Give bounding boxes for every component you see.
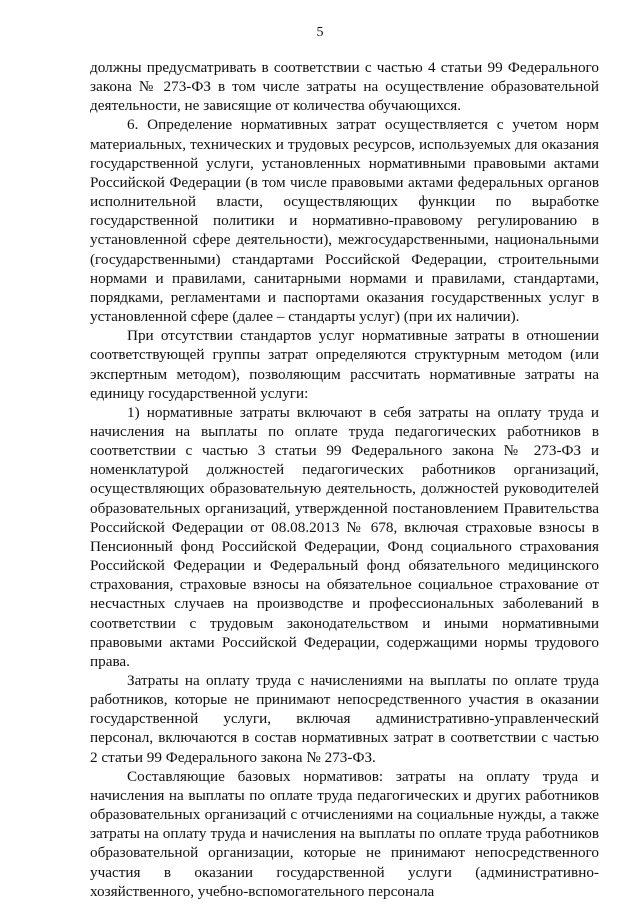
paragraph-item-6: 6. Определение нормативных затрат осуществляется с учетом норм материальных, технических и трудовых ресурсов, используемых для оказания государственной услуги, установленных нормативными правовыми актами Российской Федерации (в том числе правовыми актами федеральных органов исполнительной власти, осуществляющих функции по выработке государственной политики и нормативно-правовому регулированию в установленной сфере деятельности), межгосударственными, национальными (государственными) стандартами Российской Федерации, строительными нормами и правилами, санитарными нормами и правилами, стандартами, порядками, регламентами и паспортами оказания государственных услуг в установленной сфере (далее – стандарты услуг) (при их наличии).	[90, 116, 599, 326]
paragraph-base-normative-components: Составляющие базовых нормативов: затраты на оплату труда и начисления на выплаты по оплате труда педагогических и других работников образовательных организаций с отчислениями на социальные нужды, а также затраты на оплату труда и начисления на выплаты по оплате труда работников образовательной организации, которые не принимают непосредственного участия в оказании государственной услуги (административно-хозяйственного, учебно-вспомогательного персонала	[90, 767, 599, 900]
page-number: 5	[316, 25, 324, 40]
paragraph-continuation: должны предусматривать в соответствии с частью 4 статьи 99 Федерального закона № 273-ФЗ в том числе затраты на осуществление образовательной деятельности, не зависящие от количества обучающихся.	[90, 59, 599, 115]
paragraph-no-standards: При отсутствии стандартов услуг нормативные затраты в отношении соответствующей группы затрат определяются структурным методом (или экспертным методом), позволяющим рассчитать нормативные затраты на единицу государственной услуги:	[90, 327, 599, 402]
paragraph-admin-staff-costs: Затраты на оплату труда с начислениями на выплаты по оплате труда работников, которые не принимают непосредственного участия в оказании государственной услуги, включая административно-управленческий персонал, включаются в состав нормативных затрат в соответствии с частью 2 статьи 99 Федерального закона № 273-ФЗ.	[90, 672, 599, 766]
document-body	[90, 58, 599, 901]
paragraph-subitem-1: 1) нормативные затраты включают в себя затраты на оплату труда и начисления на выплаты по оплате труда педагогических работников в соответствии с частью 3 статьи 99 Федерального закона № 273-ФЗ и номенклатурой должностей педагогических работников организаций, осуществляющих образовательную деятельность, должностей руководителей образовательных организаций, утвержденной постановлением Правительства Российской Федерации от 08.08.2013 № 678, включая страховые взносы в Пенсионный фонд Российской Федерации, Фонд социального страхования Российской Федерации и Федеральный фонд обязательного медицинского страхования, страховые взносы на обязательное социальное страхование от несчастных случаев на производстве и профессиональных заболеваний в соответствии с трудовым законодательством и иными нормативными правовыми актами Российской Федерации, содержащими нормы трудового права.	[90, 403, 599, 670]
